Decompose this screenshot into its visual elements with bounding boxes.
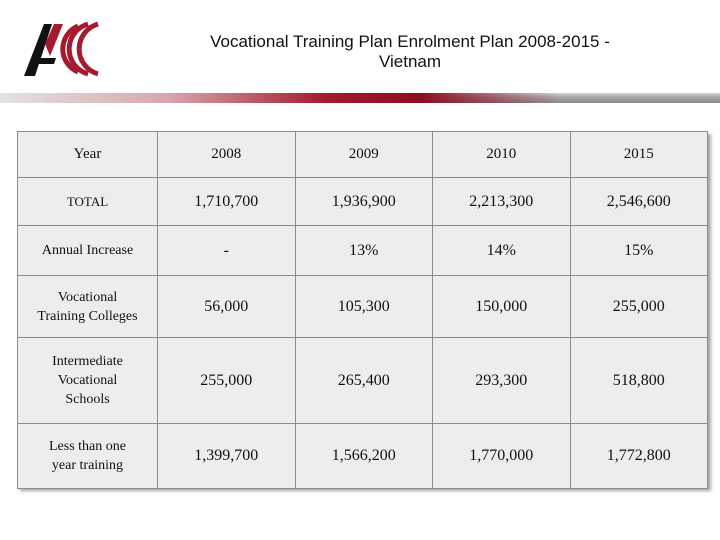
page-title-line-1: Vocational Training Plan Enrolment Plan 2008-2015 -	[210, 32, 610, 51]
table-cell: 293,300	[433, 338, 571, 424]
row-label	[18, 178, 158, 226]
table-cell: 1,399,700	[158, 424, 296, 489]
row-label-line: Vocational	[57, 373, 118, 388]
table-cell: 265,400	[295, 338, 433, 424]
logo	[22, 16, 102, 82]
row-label	[18, 338, 158, 424]
row-label-line: Schools	[65, 392, 110, 407]
table-cell: 14%	[433, 226, 571, 276]
page-title-line-2: Vietnam	[378, 52, 442, 71]
header-cell-2015: 2015	[570, 132, 708, 178]
table-row	[18, 338, 708, 424]
table-cell: 2,546,600	[570, 178, 708, 226]
row-label	[18, 276, 158, 338]
page-title	[130, 32, 690, 72]
row-label-line: Less than one	[49, 439, 126, 454]
table-cell: 1,566,200	[295, 424, 433, 489]
table-cell: 56,000	[158, 276, 296, 338]
row-label-line: Training Colleges	[37, 308, 138, 324]
table-cell: 255,000	[570, 276, 708, 338]
row-label-line: Vocational	[57, 289, 118, 305]
table-cell: 255,000	[158, 338, 296, 424]
table-cell: 105,300	[295, 276, 433, 338]
row-label-line: year training	[51, 458, 124, 473]
header-divider-accent	[0, 93, 560, 103]
table-cell: 1,770,000	[433, 424, 571, 489]
header-divider-bar	[0, 93, 720, 103]
header-cell-2010: 2010	[433, 132, 571, 178]
row-label	[18, 424, 158, 489]
row-label-line: Intermediate	[52, 354, 123, 369]
header-cell-2008: 2008	[158, 132, 296, 178]
row-label	[18, 226, 158, 276]
header-cell-year: Year	[18, 132, 158, 178]
table-header-row	[18, 132, 708, 178]
row-label-line: TOTAL	[66, 194, 109, 209]
table-cell: 1,936,900	[295, 178, 433, 226]
table-cell: 518,800	[570, 338, 708, 424]
enrolment-table-container	[17, 131, 708, 488]
table-row	[18, 226, 708, 276]
header-cell-2009: 2009	[295, 132, 433, 178]
table-cell: 150,000	[433, 276, 571, 338]
table-cell: 1,710,700	[158, 178, 296, 226]
table-cell: 13%	[295, 226, 433, 276]
table-row	[18, 178, 708, 226]
table-cell: 2,213,300	[433, 178, 571, 226]
table-cell: -	[158, 226, 296, 276]
table-row	[18, 276, 708, 338]
table-cell: 1,772,800	[570, 424, 708, 489]
enrolment-table	[17, 131, 708, 489]
row-label-line: Annual Increase	[41, 243, 134, 258]
table-cell: 15%	[570, 226, 708, 276]
table-row	[18, 424, 708, 489]
